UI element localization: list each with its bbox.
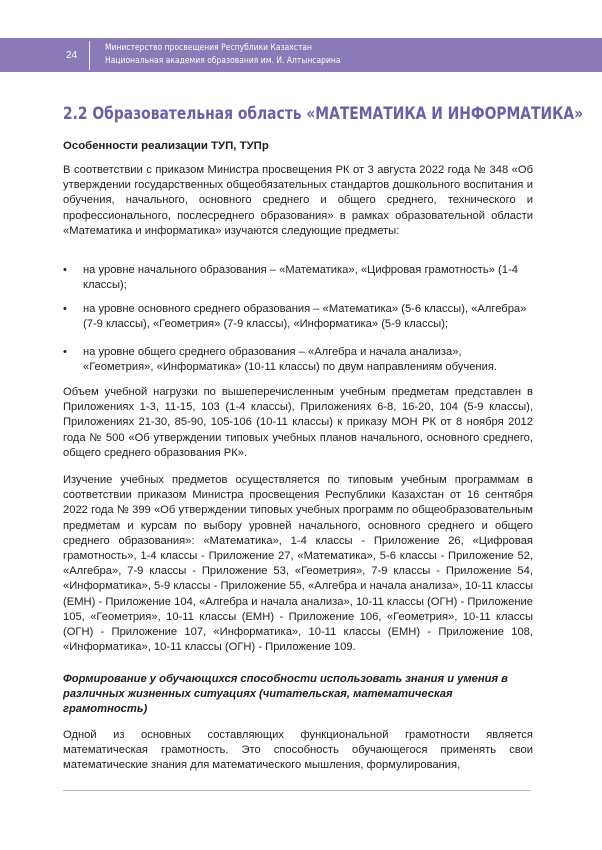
- header-divider: [89, 41, 90, 70]
- bullet-marker: •: [63, 303, 67, 315]
- bullet-marker: •: [63, 264, 67, 276]
- bullet-text: на уровне основного среднего образования – «Математика» (5-6 классы), «Алгебра» (7-9 классы), «Геометрия» (7-9 классы), «Информатика» (5-9 классы);: [83, 303, 527, 331]
- header-ministry-line: Министерство просвещения Республики Казахстан: [105, 42, 313, 53]
- section-title: 2.2 Образовательная область «МАТЕМАТИКА И ИНФОРМАТИКА»: [63, 104, 584, 123]
- bullet-text: на уровне начального образования – «Математика», «Цифровая грамотность» (1-4 классы);: [83, 264, 518, 292]
- subheading: Особенности реализации ТУП, ТУПр: [63, 140, 269, 152]
- bullet-text: на уровне общего среднего образования – «Алгебра и начала анализа», «Геометрия», «Информатика» (10-11 классы) по двум направлениям обучения.: [83, 346, 498, 374]
- intro-paragraph: В соответствии с приказом Министра просвещения РК от 3 августа 2022 года № 348 «Об утверждении государственных общеобязательных стандартов дошкольного воспитания и обучения, начального, основного среднего и общего среднего, технического и профессионального, послесреднего образования» в рамках образовательной области «Математика и информатика» изучаются следующие предметы:: [63, 164, 533, 237]
- bullet-marker: •: [63, 346, 67, 358]
- closing-paragraph: Одной из основных составляющих функциональной грамотности является математическая грамотность. Это способность обучающегося применять свои математические знания для математического мышления, формулирования,: [63, 729, 533, 772]
- footer-rule: [63, 790, 531, 791]
- page-number: 24: [66, 50, 78, 61]
- load-paragraph: Объем учебной нагрузки по вышеперечисленным учебным предметам представлен в Приложениях 1-3, 11-15, 103 (1-4 классы), Приложениях 6-8, 16-20, 104 (5-9 классы), Приложениях 21-30, 85-90, 105-106 (10-11 классы) к приказу МОН РК от 8 ноября 2012 года № 500 «Об утверждении типовых учебных планов начального, основного среднего, общего среднего образования РК».: [63, 386, 533, 459]
- header-academy-line: Национальная академия образования им. И. Алтынсарина: [105, 55, 341, 66]
- study-paragraph: Изучение учебных предметов осуществляется по типовым учебным программам в соответствии приказом Министра просвещения Республики Казахстан от 16 сентября 2022 года № 399 «Об утверждении типовых учебных программ по общеобразовательным предметам и курсам по выбору уровней начального, основного среднего и общего среднего образования»: «Математика», 1-4 классы - Приложение 26, «Цифровая грамотность», 1-4 классы - Приложение 27, «Математика», 5-6 классы - Приложение 52, «Алгебра», 7-9 классы - Приложение 53, «Геометрия», 7-9 классы - Приложение 54, «Информатика», 5-9 классы - Приложение 55, «Алгебра и начала анализа», 10-11 классы (ЕМН) - Приложение 104, «Алгебра и начала анализа», 10-11 классы (ОГН) - Приложение 105, «Геометрия», 10-11 классы (ЕМН) - Приложение 106, «Геометрия», 10-11 классы (ОГН) - Приложение 107, «Информатика», 10-11 классы (ЕМН) - Приложение 108, «Информатика», 10-11 классы (ОГН) - Приложение 109.: [63, 474, 533, 654]
- italic-subheading: Формирование у обучающихся способности использовать знания и умения в различных жизненных ситуациях (читательская, математическая грамотность): [63, 673, 508, 716]
